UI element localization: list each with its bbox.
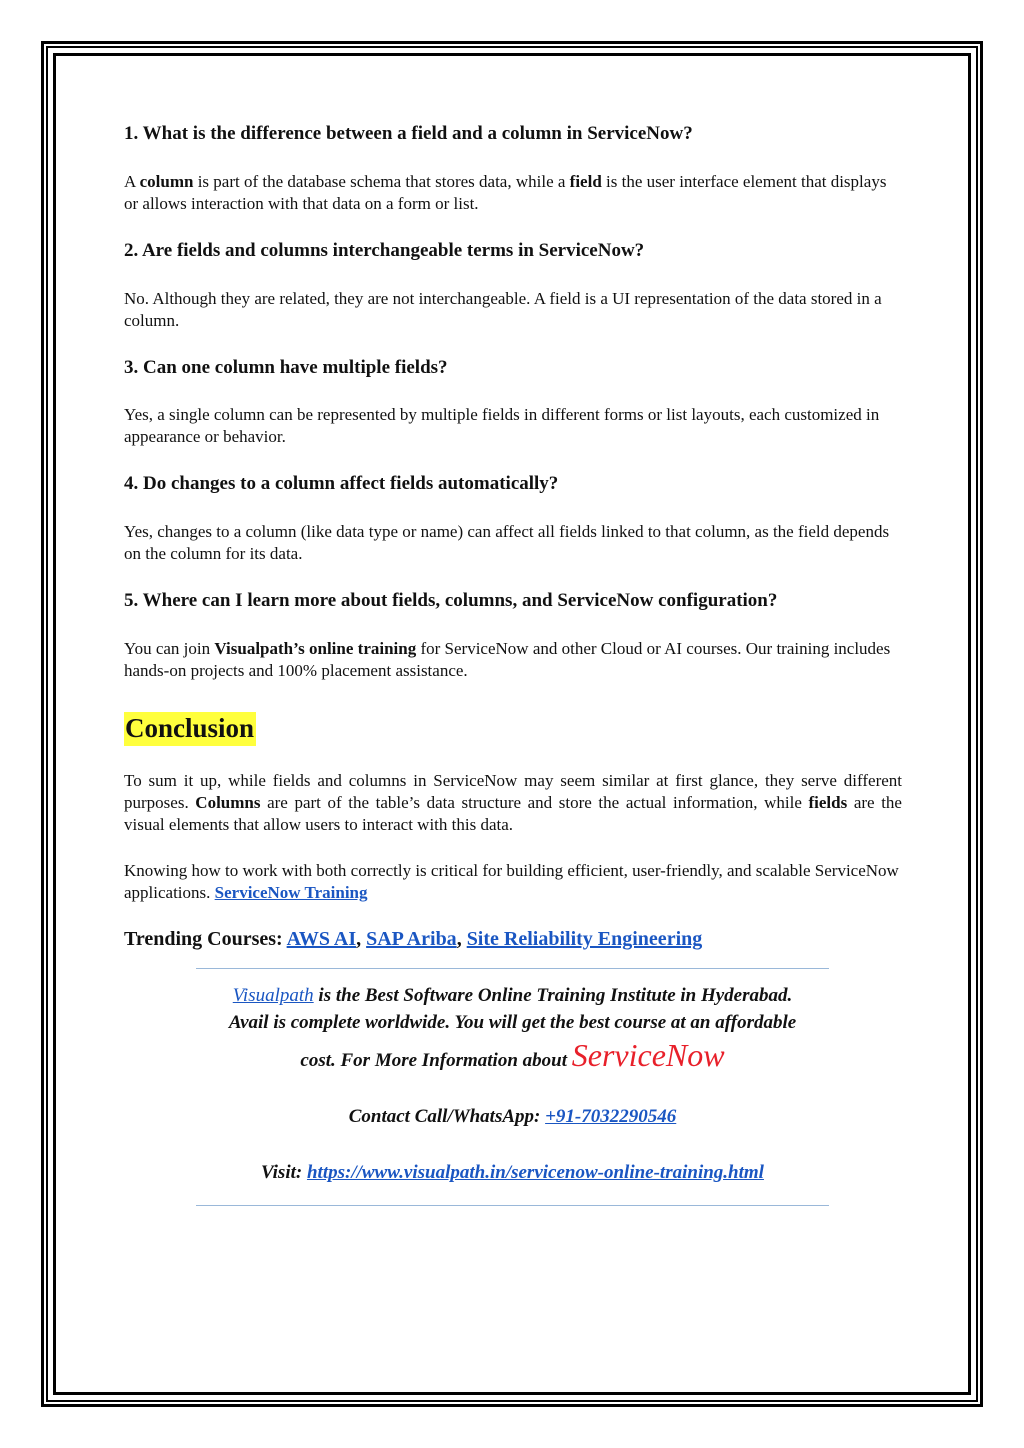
question-1: 1. What is the difference between a field and a column in ServiceNow? <box>124 123 693 144</box>
question-5: 5. Where can I learn more about fields, columns, and ServiceNow configuration? <box>124 590 778 611</box>
question-2: 2. Are fields and columns interchangeable terms in ServiceNow? <box>124 239 645 261</box>
answer-1: A column is part of the database schema that stores data, while a field is the user interface element that displays or allows interaction with that data on a form or list. <box>124 171 887 213</box>
visualpath-link[interactable]: Visualpath <box>232 985 314 1006</box>
promo-line-1: Visualpath is the Best Software Online Training Institute in Hyderabad. <box>232 985 793 1006</box>
phone-link[interactable]: +91-7032290546 <box>545 1106 677 1127</box>
answer-5: You can join Visualpath’s online training for ServiceNow and other Cloud or AI courses. Our training includes hands-on projects and 100% placement assistance. <box>124 638 891 680</box>
course-link-sap-ariba[interactable]: SAP Ariba <box>366 927 457 950</box>
course-link-sre[interactable]: Site Reliability Engineering <box>466 927 703 950</box>
answer-3: Yes, a single column can be represented by multiple fields in different forms or list layouts, each customized in appearance or behavior. <box>124 405 880 447</box>
promo-box <box>196 968 829 1206</box>
question-3: 3. Can one column have multiple fields? <box>124 356 448 378</box>
trending-label: Trending Courses: <box>124 927 287 950</box>
question-4: 4. Do changes to a column affect fields automatically? <box>124 473 559 495</box>
contact-line: Contact Call/WhatsApp: +91-7032290546 <box>348 1106 677 1127</box>
answer-2: No. Although they are related, they are not interchangeable. A field is a UI representation of the data stored in a column. <box>124 288 882 330</box>
visit-line: Visit: https://www.visualpath.in/servicenow-online-training.html <box>261 1162 764 1183</box>
document-body <box>124 122 902 951</box>
promo-line-2: Avail is complete worldwide. You will get the best course at an affordable <box>228 1012 797 1033</box>
servicenow-training-link[interactable]: ServiceNow Training <box>214 882 368 902</box>
promo-line-3: cost. For More Information about ServiceNow <box>300 1037 725 1073</box>
website-link[interactable]: https://www.visualpath.in/servicenow-online-training.html <box>306 1162 764 1183</box>
course-link-aws-ai[interactable]: AWS AI <box>286 927 357 950</box>
conclusion-paragraph-1: To sum it up, while fields and columns in ServiceNow may seem similar at first glance, they serve different purposes. Columns are part of the table’s data structure and store the actual information, while fields are the visual elements that allow users to interact with this data. <box>124 770 902 834</box>
servicenow-brand: ServiceNow <box>571 1037 725 1073</box>
trending-courses: Trending Courses: AWS AI, SAP Ariba, Site Reliability Engineering <box>124 927 703 950</box>
answer-4: Yes, changes to a column (like data type or name) can affect all fields linked to that column, as the field depends on the column for its data. <box>124 522 890 563</box>
conclusion-heading: Conclusion <box>124 712 256 746</box>
conclusion-paragraph-2: Knowing how to work with both correctly is critical for building efficient, user-friendly, and scalable ServiceNow applications. ServiceNow Training <box>124 860 899 902</box>
